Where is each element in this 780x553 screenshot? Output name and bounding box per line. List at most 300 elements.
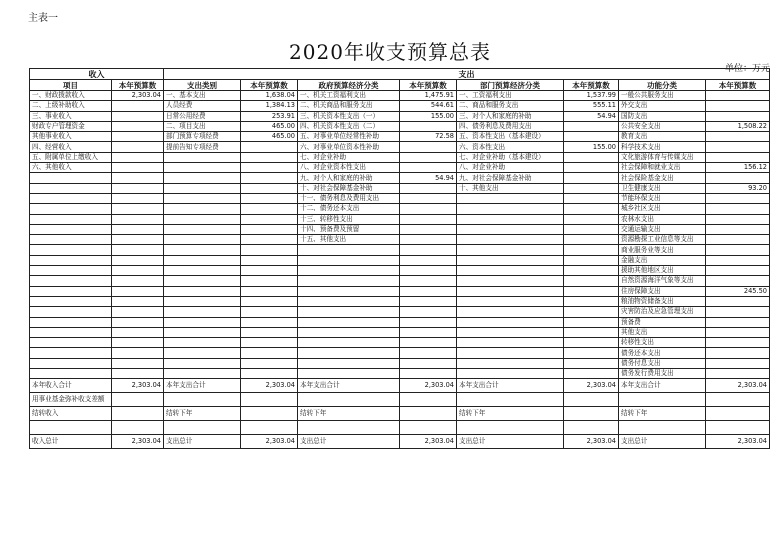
budget-amount-cell: 1,508.22	[706, 121, 770, 131]
table-row	[30, 276, 770, 286]
budget-amount-cell	[241, 276, 298, 286]
budget-amount-cell	[564, 358, 619, 368]
budget-amount-cell	[241, 286, 298, 296]
item-cell	[457, 358, 564, 368]
budget-amount-cell	[706, 327, 770, 337]
item-cell: 转移性支出	[619, 338, 706, 348]
budget-amount-cell	[241, 245, 298, 255]
budget-amount-cell	[112, 214, 164, 224]
item-cell	[298, 348, 400, 358]
budget-amount-cell	[400, 255, 457, 265]
item-cell	[164, 173, 241, 183]
budget-amount-cell	[564, 307, 619, 317]
item-cell	[298, 358, 400, 368]
budget-amount-cell	[112, 317, 164, 327]
budget-amount-cell	[400, 121, 457, 131]
item-cell	[298, 245, 400, 255]
budget-amount-cell: 2,303.04	[400, 379, 457, 393]
budget-amount-cell	[564, 245, 619, 255]
budget-amount-cell	[564, 266, 619, 276]
item-cell	[164, 224, 241, 234]
table-row	[30, 255, 770, 265]
item-cell: 其他支出	[619, 327, 706, 337]
item-cell	[164, 266, 241, 276]
item-cell: 本年支出合计	[619, 379, 706, 393]
budget-amount-cell	[706, 204, 770, 214]
budget-amount-cell	[112, 111, 164, 121]
item-cell: 七、对企业补助（基本建设）	[457, 152, 564, 162]
total-row	[30, 421, 770, 435]
item-cell: 十二、债务还本支出	[298, 204, 400, 214]
budget-amount-cell: 2,303.04	[564, 435, 619, 449]
budget-amount-cell	[564, 296, 619, 306]
budget-amount-cell	[112, 183, 164, 193]
budget-amount-cell	[112, 286, 164, 296]
budget-amount-cell	[564, 348, 619, 358]
item-cell	[298, 276, 400, 286]
budget-amount-cell	[706, 266, 770, 276]
item-cell	[619, 393, 706, 407]
budget-amount-cell	[564, 183, 619, 193]
budget-amount-cell: 2,303.04	[112, 91, 164, 101]
item-cell	[457, 224, 564, 234]
item-cell	[30, 266, 112, 276]
budget-amount-cell	[400, 327, 457, 337]
table-row	[30, 183, 770, 193]
item-cell: 五、附属单位上缴收入	[30, 152, 112, 162]
table-row	[30, 91, 770, 101]
budget-amount-cell	[400, 421, 457, 435]
table-row	[30, 101, 770, 111]
item-cell	[298, 327, 400, 337]
table-row	[30, 142, 770, 152]
item-cell	[457, 276, 564, 286]
item-cell	[30, 358, 112, 368]
item-cell	[30, 235, 112, 245]
budget-amount-cell	[112, 421, 164, 435]
item-cell	[164, 358, 241, 368]
budget-amount-cell	[564, 338, 619, 348]
item-cell: 二、商品和服务支出	[457, 101, 564, 111]
item-cell	[164, 152, 241, 162]
item-cell	[30, 276, 112, 286]
item-cell: 本年支出合计	[457, 379, 564, 393]
item-cell	[30, 245, 112, 255]
item-cell: 节能环保支出	[619, 193, 706, 203]
column-header: 本年预算数	[241, 80, 298, 91]
item-cell	[298, 307, 400, 317]
item-cell	[30, 255, 112, 265]
item-cell	[164, 255, 241, 265]
budget-amount-cell	[706, 235, 770, 245]
budget-amount-cell	[112, 296, 164, 306]
budget-amount-cell: 93.20	[706, 183, 770, 193]
item-cell	[164, 421, 241, 435]
budget-amount-cell: 2,303.04	[241, 435, 298, 449]
budget-amount-cell	[564, 369, 619, 379]
column-header: 功能分类	[619, 80, 706, 91]
table-row	[30, 266, 770, 276]
item-cell: 社会保险基金支出	[619, 173, 706, 183]
budget-amount-cell	[706, 132, 770, 142]
column-header: 本年预算数	[400, 80, 457, 91]
budget-amount-cell	[706, 348, 770, 358]
item-cell: 教育支出	[619, 132, 706, 142]
item-cell	[457, 393, 564, 407]
budget-amount-cell	[706, 152, 770, 162]
budget-amount-cell: 1,638.04	[241, 91, 298, 101]
item-cell	[457, 193, 564, 203]
table-row	[30, 224, 770, 234]
item-cell: 一、机关工资福利支出	[298, 91, 400, 101]
table-row	[30, 204, 770, 214]
budget-amount-cell	[706, 101, 770, 111]
table-row	[30, 286, 770, 296]
budget-amount-cell: 2,303.04	[706, 379, 770, 393]
item-cell	[457, 348, 564, 358]
item-cell: 十四、预备费及预留	[298, 224, 400, 234]
item-cell	[164, 276, 241, 286]
budget-amount-cell	[706, 193, 770, 203]
item-cell	[298, 317, 400, 327]
item-cell: 十五、其他支出	[298, 235, 400, 245]
item-cell	[164, 235, 241, 245]
item-cell: 一、基本支出	[164, 91, 241, 101]
item-cell: 二、机关商品和服务支出	[298, 101, 400, 111]
budget-amount-cell	[706, 317, 770, 327]
item-cell: 日常公用经费	[164, 111, 241, 121]
budget-amount-cell	[241, 317, 298, 327]
table-row	[30, 111, 770, 121]
budget-amount-cell	[241, 296, 298, 306]
item-cell	[457, 317, 564, 327]
item-cell: 人员经费	[164, 101, 241, 111]
table-row	[30, 338, 770, 348]
item-cell: 资源勘探工业信息等支出	[619, 235, 706, 245]
budget-amount-cell	[112, 224, 164, 234]
budget-amount-cell	[241, 183, 298, 193]
item-cell	[164, 327, 241, 337]
budget-amount-cell: 544.61	[400, 101, 457, 111]
budget-amount-cell: 2,303.04	[400, 435, 457, 449]
item-cell: 四、经营收入	[30, 142, 112, 152]
item-cell: 文化旅游体育与传媒支出	[619, 152, 706, 162]
budget-amount-cell	[564, 204, 619, 214]
item-cell: 结转收入	[30, 407, 112, 421]
item-cell: 城乡社区支出	[619, 204, 706, 214]
page-title: 2020年收支预算总表	[289, 40, 491, 64]
item-cell	[164, 214, 241, 224]
budget-amount-cell	[112, 327, 164, 337]
item-cell	[298, 393, 400, 407]
table-row	[30, 132, 770, 142]
budget-amount-cell	[706, 358, 770, 368]
item-cell	[164, 393, 241, 407]
item-cell: 一般公共服务支出	[619, 91, 706, 101]
item-cell	[30, 193, 112, 203]
item-cell	[298, 255, 400, 265]
budget-amount-cell: 54.94	[400, 173, 457, 183]
table-row	[30, 327, 770, 337]
budget-amount-cell	[112, 152, 164, 162]
item-cell: 十、对社会保障基金补助	[298, 183, 400, 193]
item-cell: 债务付息支出	[619, 358, 706, 368]
total-row	[30, 379, 770, 393]
item-cell	[30, 327, 112, 337]
budget-amount-cell	[564, 276, 619, 286]
budget-amount-cell	[241, 307, 298, 317]
total-row	[30, 393, 770, 407]
budget-amount-cell	[400, 245, 457, 255]
item-cell: 九、对个人和家庭的补助	[298, 173, 400, 183]
item-cell: 八、对企业资本性支出	[298, 163, 400, 173]
item-cell	[164, 245, 241, 255]
column-header: 本年预算数	[564, 80, 619, 91]
item-cell: 部门预算专项经费	[164, 132, 241, 142]
item-cell: 六、资本性支出	[457, 142, 564, 152]
budget-amount-cell	[706, 142, 770, 152]
budget-amount-cell	[241, 163, 298, 173]
item-cell	[298, 266, 400, 276]
item-cell: 二、项目支出	[164, 121, 241, 131]
budget-amount-cell: 72.58	[400, 132, 457, 142]
table-row	[30, 245, 770, 255]
item-cell: 结转下年	[457, 407, 564, 421]
item-cell	[30, 173, 112, 183]
item-cell	[619, 421, 706, 435]
budget-amount-cell	[400, 183, 457, 193]
item-cell: 九、对社会保障基金补助	[457, 173, 564, 183]
item-cell: 六、对事业单位资本性补助	[298, 142, 400, 152]
item-cell: 四、债务利息及费用支出	[457, 121, 564, 131]
item-cell: 灾害防治及应急管理支出	[619, 307, 706, 317]
item-cell: 本年收入合计	[30, 379, 112, 393]
budget-amount-cell	[564, 224, 619, 234]
budget-amount-cell: 155.00	[400, 111, 457, 121]
budget-amount-cell	[241, 214, 298, 224]
item-cell	[164, 163, 241, 173]
item-cell	[457, 369, 564, 379]
item-cell: 自然资源海洋气象等支出	[619, 276, 706, 286]
budget-amount-cell	[112, 255, 164, 265]
item-cell: 结转下年	[619, 407, 706, 421]
budget-amount-cell: 155.00	[564, 142, 619, 152]
item-cell	[30, 286, 112, 296]
budget-amount-cell: 245.50	[706, 286, 770, 296]
item-cell	[164, 296, 241, 306]
budget-amount-cell	[564, 255, 619, 265]
item-cell: 二、上级补助收入	[30, 101, 112, 111]
table-row	[30, 121, 770, 131]
budget-amount-cell	[241, 152, 298, 162]
budget-amount-cell	[400, 348, 457, 358]
budget-amount-cell	[400, 317, 457, 327]
item-cell: 三、机关资本性支出（一）	[298, 111, 400, 121]
budget-amount-cell	[706, 369, 770, 379]
budget-amount-cell	[112, 358, 164, 368]
budget-amount-cell	[706, 421, 770, 435]
budget-amount-cell	[564, 173, 619, 183]
budget-amount-cell: 465.00	[241, 121, 298, 131]
budget-amount-cell	[564, 132, 619, 142]
budget-amount-cell	[241, 224, 298, 234]
item-cell	[30, 369, 112, 379]
budget-amount-cell	[241, 421, 298, 435]
item-cell: 支出总计	[457, 435, 564, 449]
table-row	[30, 369, 770, 379]
budget-amount-cell: 1,537.99	[564, 91, 619, 101]
budget-amount-cell	[112, 173, 164, 183]
budget-amount-cell	[400, 286, 457, 296]
item-cell	[298, 369, 400, 379]
item-cell	[457, 286, 564, 296]
budget-amount-cell	[564, 152, 619, 162]
budget-amount-cell	[241, 348, 298, 358]
item-cell: 公共安全支出	[619, 121, 706, 131]
item-cell: 农林水支出	[619, 214, 706, 224]
budget-amount-cell	[112, 245, 164, 255]
budget-amount-cell	[564, 235, 619, 245]
item-cell: 八、对企业补助	[457, 163, 564, 173]
item-cell: 结转下年	[298, 407, 400, 421]
budget-amount-cell: 2,303.04	[241, 379, 298, 393]
item-cell: 粮油物资储备支出	[619, 296, 706, 306]
expense-section-header: 支出	[164, 69, 770, 80]
item-cell	[298, 338, 400, 348]
item-cell: 援助其他地区支出	[619, 266, 706, 276]
budget-amount-cell	[112, 407, 164, 421]
budget-amount-cell	[400, 266, 457, 276]
item-cell: 商业服务业等支出	[619, 245, 706, 255]
item-cell	[457, 338, 564, 348]
budget-amount-cell	[706, 173, 770, 183]
item-cell: 本年支出合计	[298, 379, 400, 393]
item-cell: 十一、债务利息及费用支出	[298, 193, 400, 203]
item-cell: 科学技术支出	[619, 142, 706, 152]
budget-amount-cell: 2,303.04	[112, 379, 164, 393]
budget-amount-cell	[112, 266, 164, 276]
item-cell: 支出总计	[298, 435, 400, 449]
item-cell	[164, 286, 241, 296]
table-row	[30, 193, 770, 203]
item-cell: 其他事业收入	[30, 132, 112, 142]
budget-amount-cell	[400, 393, 457, 407]
budget-amount-cell	[564, 286, 619, 296]
budget-amount-cell	[112, 163, 164, 173]
item-cell: 十三、转移性支出	[298, 214, 400, 224]
budget-amount-cell	[112, 204, 164, 214]
item-cell: 国防支出	[619, 111, 706, 121]
table-row	[30, 214, 770, 224]
item-cell: 卫生健康支出	[619, 183, 706, 193]
item-cell	[457, 296, 564, 306]
item-cell	[457, 245, 564, 255]
budget-amount-cell	[400, 152, 457, 162]
budget-amount-cell	[564, 121, 619, 131]
budget-amount-cell	[241, 358, 298, 368]
item-cell	[164, 183, 241, 193]
item-cell	[457, 204, 564, 214]
item-cell: 社会保障和就业支出	[619, 163, 706, 173]
budget-amount-cell: 1,475.91	[400, 91, 457, 101]
budget-amount-cell	[241, 173, 298, 183]
item-cell	[164, 317, 241, 327]
table-row	[30, 317, 770, 327]
budget-amount-cell	[564, 163, 619, 173]
budget-amount-cell	[241, 338, 298, 348]
budget-amount-cell	[112, 193, 164, 203]
item-cell: 一、工资福利支出	[457, 91, 564, 101]
item-cell: 一、财政拨款收入	[30, 91, 112, 101]
item-cell	[164, 338, 241, 348]
table-row	[30, 307, 770, 317]
budget-amount-cell	[112, 235, 164, 245]
item-cell: 住房保障支出	[619, 286, 706, 296]
item-cell: 支出总计	[164, 435, 241, 449]
item-cell	[30, 348, 112, 358]
budget-amount-cell: 2,303.04	[112, 435, 164, 449]
table-row	[30, 358, 770, 368]
item-cell	[164, 193, 241, 203]
budget-amount-cell	[241, 369, 298, 379]
budget-amount-cell: 2,303.04	[564, 379, 619, 393]
budget-amount-cell	[112, 348, 164, 358]
budget-amount-cell	[706, 255, 770, 265]
item-cell: 收入总计	[30, 435, 112, 449]
table-row	[30, 348, 770, 358]
budget-amount-cell	[706, 338, 770, 348]
item-cell: 六、其他收入	[30, 163, 112, 173]
item-cell	[30, 224, 112, 234]
item-cell	[457, 214, 564, 224]
item-cell: 支出总计	[619, 435, 706, 449]
item-cell	[30, 183, 112, 193]
item-cell: 五、对事业单位经常性补助	[298, 132, 400, 142]
total-row	[30, 407, 770, 421]
budget-amount-cell	[241, 142, 298, 152]
item-cell: 五、资本性支出（基本建设）	[457, 132, 564, 142]
item-cell	[298, 421, 400, 435]
budget-amount-cell	[706, 393, 770, 407]
budget-amount-cell	[112, 101, 164, 111]
budget-amount-cell	[400, 142, 457, 152]
budget-amount-cell	[112, 121, 164, 131]
budget-amount-cell	[564, 327, 619, 337]
table-row	[30, 163, 770, 173]
sheet-tag: 主表一	[28, 13, 58, 24]
item-cell	[298, 286, 400, 296]
item-cell	[30, 204, 112, 214]
budget-amount-cell: 253.91	[241, 111, 298, 121]
item-cell: 财政专户管理资金	[30, 121, 112, 131]
table-row	[30, 173, 770, 183]
budget-amount-cell: 54.94	[564, 111, 619, 121]
item-cell	[164, 307, 241, 317]
budget-amount-cell: 1,384.13	[241, 101, 298, 111]
budget-amount-cell	[706, 224, 770, 234]
column-header: 部门预算经济分类	[457, 80, 564, 91]
budget-amount-cell	[241, 193, 298, 203]
item-cell	[164, 369, 241, 379]
item-cell: 四、机关资本性支出（二）	[298, 121, 400, 131]
item-cell	[298, 296, 400, 306]
item-cell: 外交支出	[619, 101, 706, 111]
budget-amount-cell	[564, 214, 619, 224]
budget-amount-cell	[706, 111, 770, 121]
budget-amount-cell	[706, 407, 770, 421]
budget-amount-cell	[400, 358, 457, 368]
item-cell: 用事业基金弥补收支差额	[30, 393, 112, 407]
